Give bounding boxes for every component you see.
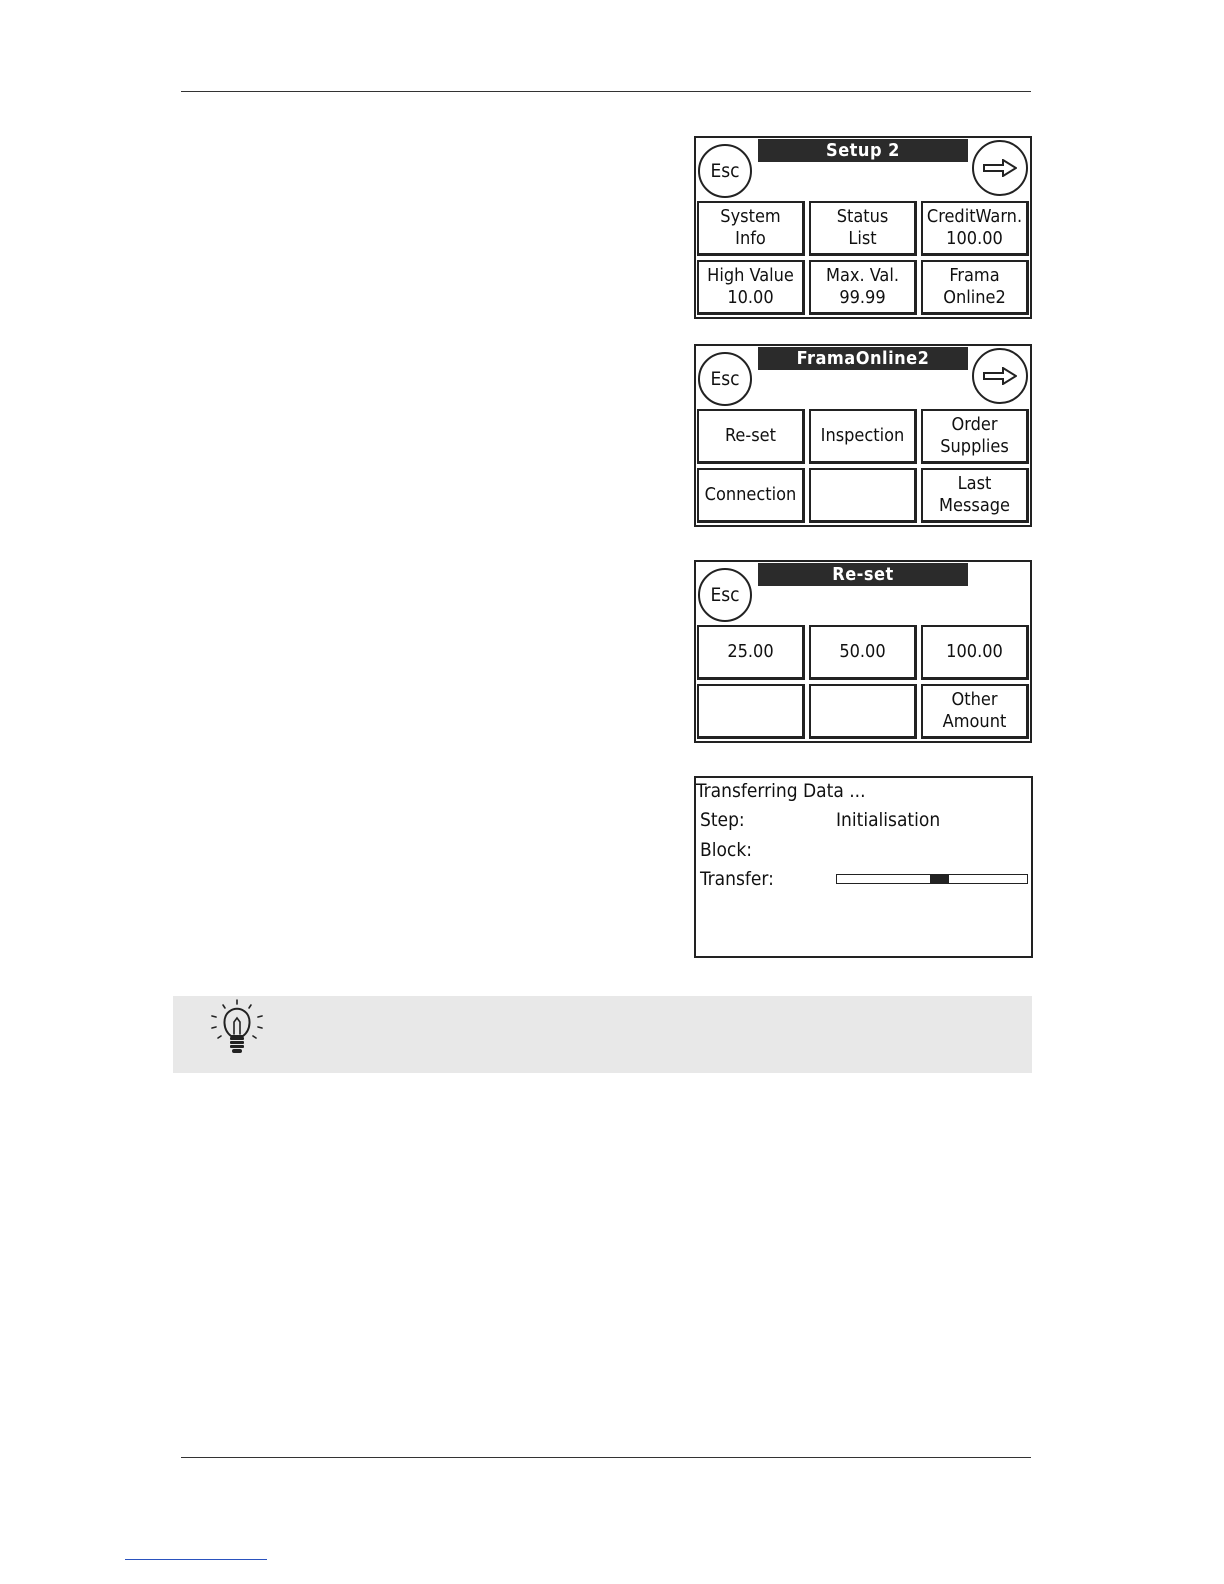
amount-25-key[interactable]: 25.00 xyxy=(697,625,805,680)
connection-key[interactable]: Connection xyxy=(697,468,805,523)
esc-button[interactable]: Esc xyxy=(698,352,752,406)
empty-key[interactable] xyxy=(697,684,805,739)
system-info-key[interactable]: System Info xyxy=(697,201,805,256)
framaonline2-screen xyxy=(694,344,1032,527)
max-value-key[interactable]: Max. Val. 99.99 xyxy=(809,260,917,315)
amount-50-key[interactable]: 50.00 xyxy=(809,625,917,680)
esc-button[interactable]: Esc xyxy=(698,144,752,198)
progress-indicator xyxy=(930,875,949,883)
footer-rule xyxy=(181,1457,1031,1458)
screen-title: Setup 2 xyxy=(758,139,968,162)
next-button[interactable] xyxy=(972,348,1028,404)
step-value: Initialisation xyxy=(836,809,941,831)
step-label: Step: xyxy=(700,809,745,831)
transfer-heading: Transferring Data ... xyxy=(696,780,866,802)
arrow-right-icon xyxy=(983,159,1017,177)
empty-key[interactable] xyxy=(809,468,917,523)
frama-online2-key[interactable]: Frama Online2 xyxy=(921,260,1029,315)
block-label: Block: xyxy=(700,839,752,861)
tip-box xyxy=(173,996,1032,1073)
order-supplies-key[interactable]: Order Supplies xyxy=(921,409,1029,464)
empty-key[interactable] xyxy=(809,684,917,739)
esc-button[interactable]: Esc xyxy=(698,568,752,622)
lightbulb-icon xyxy=(207,998,267,1058)
reset-screen xyxy=(694,560,1032,743)
setup2-screen xyxy=(694,136,1032,319)
footer-link-underline xyxy=(125,1559,267,1560)
inspection-key[interactable]: Inspection xyxy=(809,409,917,464)
arrow-right-icon xyxy=(983,367,1017,385)
credit-warning-key[interactable]: CreditWarn. 100.00 xyxy=(921,201,1029,256)
high-value-key[interactable]: High Value 10.00 xyxy=(697,260,805,315)
transfer-label: Transfer: xyxy=(700,868,774,890)
header-rule xyxy=(181,91,1031,92)
screen-title: FramaOnline2 xyxy=(758,347,968,370)
transfer-progress-bar xyxy=(836,874,1028,884)
amount-100-key[interactable]: 100.00 xyxy=(921,625,1029,680)
status-list-key[interactable]: Status List xyxy=(809,201,917,256)
last-message-key[interactable]: Last Message xyxy=(921,468,1029,523)
other-amount-key[interactable]: Other Amount xyxy=(921,684,1029,739)
reset-key[interactable]: Re-set xyxy=(697,409,805,464)
screen-title: Re-set xyxy=(758,563,968,586)
next-button[interactable] xyxy=(972,140,1028,196)
transfer-screen xyxy=(694,776,1033,958)
